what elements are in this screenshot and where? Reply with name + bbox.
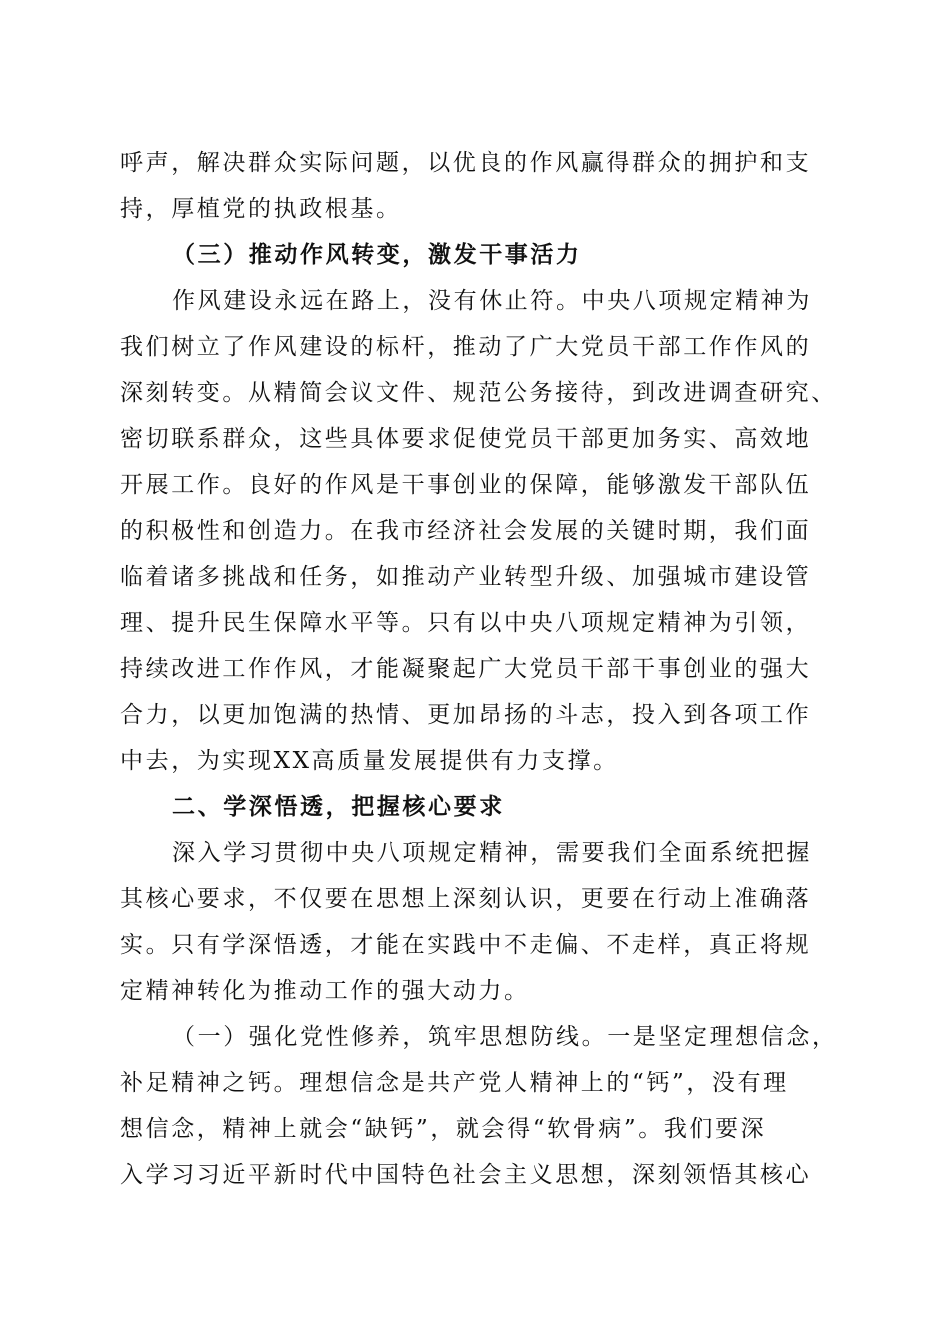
paragraph-line: 密切联系群众，这些具体要求促使党员干部更加务实、高效地 — [120, 426, 812, 452]
paragraph-line: 理、提升民生保障水平等。只有以中央八项规定精神为引领， — [120, 610, 812, 636]
paragraph-line: 持续改进工作作风，才能凝聚起广大党员干部干事创业的强大 — [120, 656, 812, 682]
paragraph-line: 开展工作。良好的作风是干事创业的保障，能够激发干部队伍 — [120, 472, 812, 498]
paragraph-line: 合力，以更加饱满的热情、更加昂扬的斗志，投入到各项工作 — [120, 702, 812, 728]
paragraph-line: 入学习习近平新时代中国特色社会主义思想，深刻领悟其核心 — [120, 1162, 812, 1188]
paragraph-line: 持，厚植党的执政根基。 — [120, 196, 402, 222]
paragraph-line: 补足精神之钙。理想信念是共产党人精神上的“钙”，没有理 — [120, 1070, 789, 1096]
paragraph-line: 实。只有学深悟透，才能在实践中不走偏、不走样，真正将规 — [120, 932, 812, 958]
paragraph-line: 其核心要求，不仅要在思想上深刻认识，更要在行动上准确落 — [120, 886, 812, 912]
section-subheading: （三）推动作风转变，激发干事活力 — [172, 241, 582, 268]
paragraph-line: （一）强化党性修养，筑牢思想防线。一是坚定理想信念， — [172, 1024, 838, 1050]
section-heading: 二、学深悟透，把握核心要求 — [172, 794, 505, 820]
paragraph-line: 定精神转化为推动工作的强大动力。 — [120, 978, 530, 1004]
paragraph-line: 临着诸多挑战和任务，如推动产业转型升级、加强城市建设管 — [120, 564, 812, 590]
paragraph-line: 中去，为实现XX高质量发展提供有力支撑。 — [120, 748, 619, 774]
paragraph-line: 呼声，解决群众实际问题，以优良的作风赢得群众的拥护和支 — [120, 150, 812, 176]
paragraph-line: 深刻转变。从精简会议文件、规范公务接待，到改进调查研究、 — [120, 380, 837, 406]
paragraph-line: 我们树立了作风建设的标杆，推动了广大党员干部工作作风的 — [120, 334, 812, 360]
paragraph-line: 深入学习贯彻中央八项规定精神，需要我们全面系统把握 — [172, 840, 812, 866]
document-body — [120, 140, 838, 1198]
paragraph-line: 作风建设永远在路上，没有休止符。中央八项规定精神为 — [172, 288, 812, 314]
paragraph-line: 想信念，精神上就会“缺钙”，就会得“软骨病”。我们要深 — [120, 1116, 767, 1142]
paragraph-line: 的积极性和创造力。在我市经济社会发展的关键时期，我们面 — [120, 518, 812, 544]
